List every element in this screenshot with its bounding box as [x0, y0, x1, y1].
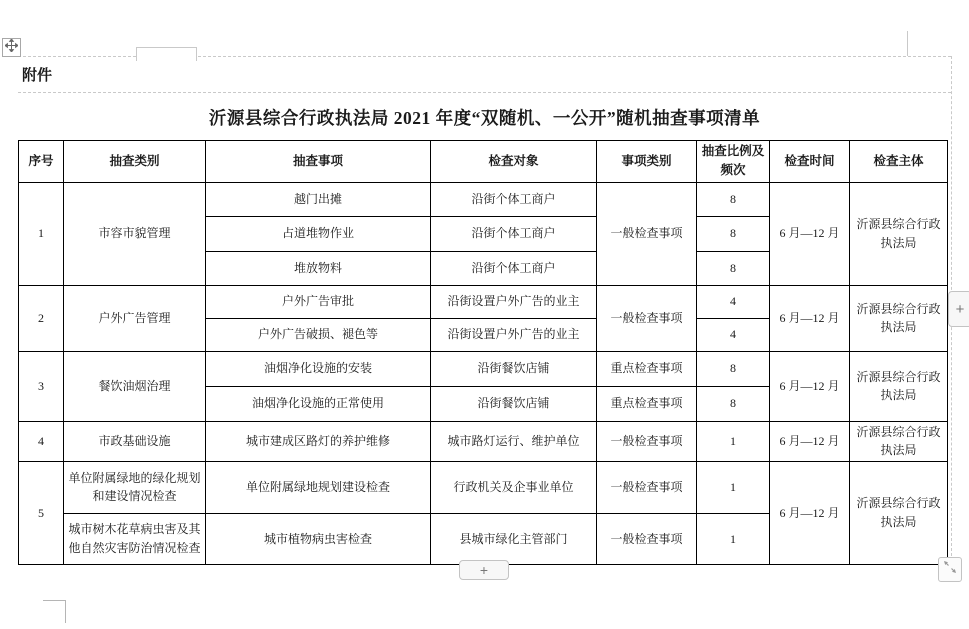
cell-type: 一般检查事项 [597, 461, 697, 513]
cell-time: 6 月—12 月 [770, 285, 850, 351]
cell-category: 城市树木花草病虫害及其他自然灾害防治情况检查 [64, 513, 206, 564]
cell-category: 市政基础设施 [64, 421, 206, 461]
margin-marker-box [136, 47, 197, 61]
cell-freq: 8 [697, 216, 770, 251]
cell-type: 一般检查事项 [597, 513, 697, 564]
cell-target: 沿街餐饮店铺 [431, 351, 597, 386]
cell-freq: 8 [697, 251, 770, 285]
cell-freq: 8 [697, 386, 770, 421]
cell-freq: 1 [697, 461, 770, 513]
table-resize-handle[interactable] [938, 557, 962, 582]
cell-item: 城市建成区路灯的养护维修 [206, 421, 431, 461]
cell-type: 一般检查事项 [597, 285, 697, 351]
cell-target: 沿街个体工商户 [431, 182, 597, 216]
cell-target: 沿街设置户外广告的业主 [431, 285, 597, 318]
cell-item: 城市植物病虫害检查 [206, 513, 431, 564]
cell-category: 户外广告管理 [64, 285, 206, 351]
cell-no: 1 [19, 182, 64, 285]
table-row [19, 461, 948, 513]
cell-type: 重点检查事项 [597, 386, 697, 421]
cell-target: 行政机关及企事业单位 [431, 461, 597, 513]
margin-marker-line [907, 31, 908, 56]
cell-freq: 1 [697, 421, 770, 461]
cell-no: 3 [19, 351, 64, 421]
cell-type: 一般检查事项 [597, 421, 697, 461]
move-arrows-icon [5, 39, 18, 57]
cell-item: 户外广告审批 [206, 285, 431, 318]
col-header-subject: 检查主体 [850, 141, 948, 183]
cell-time: 6 月—12 月 [770, 461, 850, 564]
col-header-no: 序号 [19, 141, 64, 183]
cell-item: 油烟净化设施的正常使用 [206, 386, 431, 421]
cell-freq: 8 [697, 351, 770, 386]
table-row [19, 182, 948, 216]
col-header-item: 抽查事项 [206, 141, 431, 183]
text-boundary-paragraph [18, 92, 951, 93]
table-row [19, 421, 948, 461]
cell-freq: 1 [697, 513, 770, 564]
add-row-button[interactable] [459, 560, 509, 580]
table-row [19, 285, 948, 318]
col-header-category: 抽查类别 [64, 141, 206, 183]
col-header-time: 检查时间 [770, 141, 850, 183]
cell-item: 占道堆物作业 [206, 216, 431, 251]
cell-category: 餐饮油烟治理 [64, 351, 206, 421]
table-row [19, 351, 948, 386]
cell-subject: 沂源县综合行政执法局 [850, 421, 948, 461]
col-header-target: 检查对象 [431, 141, 597, 183]
cell-type: 一般检查事项 [597, 182, 697, 285]
cell-no: 5 [19, 461, 64, 564]
cell-time: 6 月—12 月 [770, 421, 850, 461]
cell-no: 4 [19, 421, 64, 461]
cell-freq: 4 [697, 318, 770, 351]
cell-freq: 4 [697, 285, 770, 318]
cell-category: 单位附属绿地的绿化规划和建设情况检查 [64, 461, 206, 513]
add-column-button[interactable] [948, 291, 969, 327]
cell-target: 沿街餐饮店铺 [431, 386, 597, 421]
header-row [19, 141, 948, 183]
cell-subject: 沂源县综合行政执法局 [850, 182, 948, 285]
inspection-table [18, 140, 948, 565]
cell-target: 县城市绿化主管部门 [431, 513, 597, 564]
cell-target: 沿街设置户外广告的业主 [431, 318, 597, 351]
cell-subject: 沂源县综合行政执法局 [850, 285, 948, 351]
resize-arrows-icon [942, 559, 958, 580]
cell-no: 2 [19, 285, 64, 351]
cell-item: 堆放物料 [206, 251, 431, 285]
cell-subject: 沂源县综合行政执法局 [850, 351, 948, 421]
attachment-label: 附件 [22, 68, 53, 84]
plus-icon: + [955, 300, 965, 318]
cell-type: 重点检查事项 [597, 351, 697, 386]
cell-item: 油烟净化设施的安装 [206, 351, 431, 386]
table-move-handle[interactable] [2, 38, 21, 57]
page-title: 沂源县综合行政执法局 2021 年度“双随机、一公开”随机抽查事项清单 [208, 108, 761, 128]
plus-icon: + [479, 562, 489, 578]
cell-category: 市容市貌管理 [64, 182, 206, 285]
cell-target: 城市路灯运行、维护单位 [431, 421, 597, 461]
cell-item: 户外广告破损、褪色等 [206, 318, 431, 351]
cell-subject: 沂源县综合行政执法局 [850, 461, 948, 564]
cell-time: 6 月—12 月 [770, 351, 850, 421]
cell-freq: 8 [697, 182, 770, 216]
col-header-freq: 抽查比例及频次 [697, 141, 770, 183]
cell-target: 沿街个体工商户 [431, 251, 597, 285]
cell-item: 单位附属绿地规划建设检查 [206, 461, 431, 513]
cell-time: 6 月—12 月 [770, 182, 850, 285]
cell-item: 越门出摊 [206, 182, 431, 216]
cell-target: 沿街个体工商户 [431, 216, 597, 251]
page-corner-mark [43, 600, 66, 623]
col-header-type: 事项类别 [597, 141, 697, 183]
